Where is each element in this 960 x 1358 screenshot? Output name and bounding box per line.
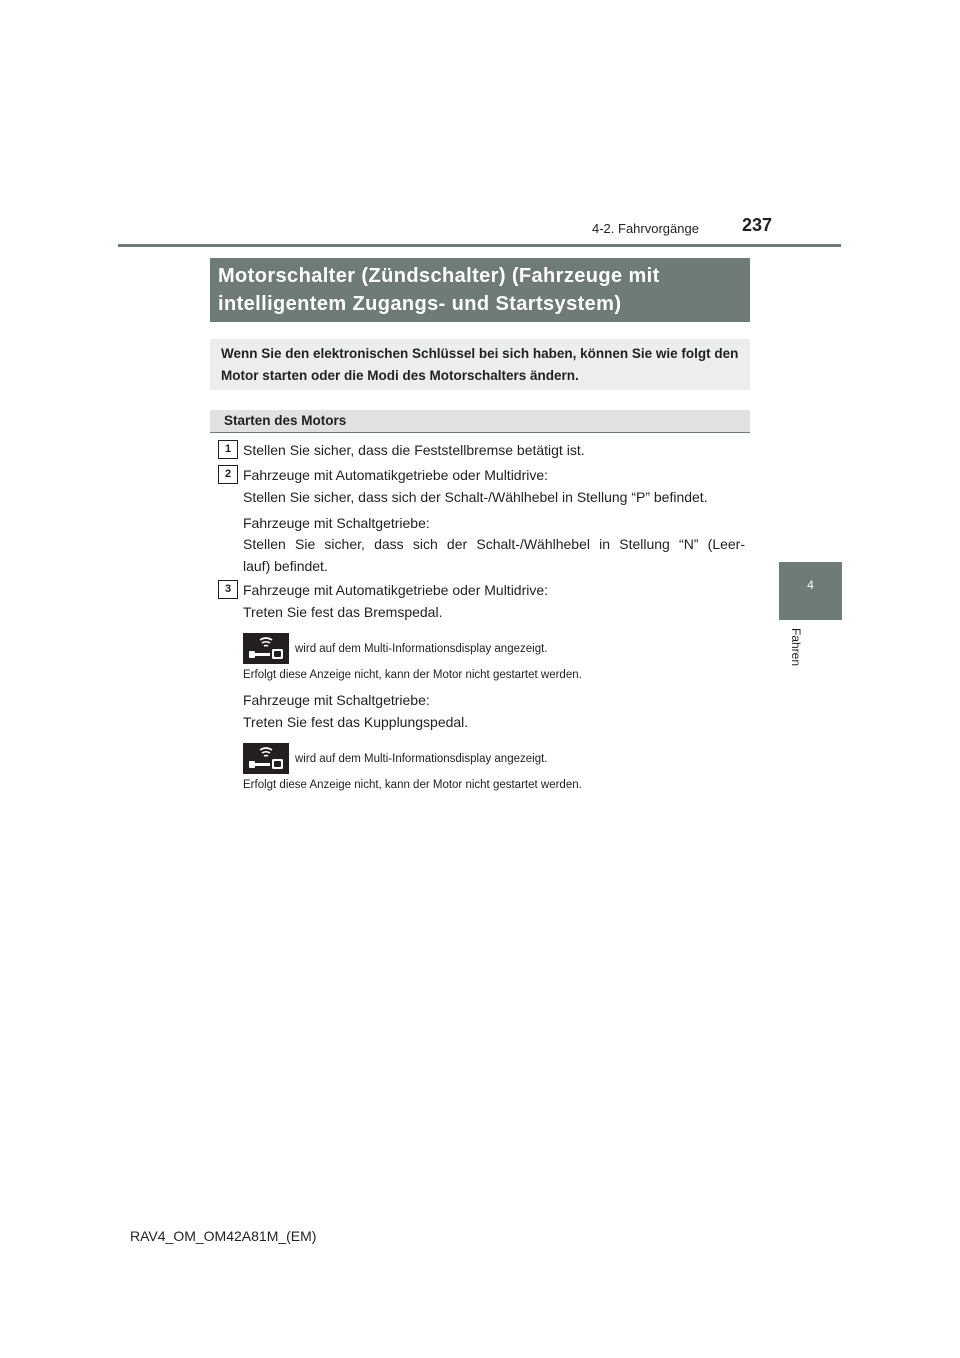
header-divider (118, 244, 841, 247)
note-2-text: wird auf dem Multi-Informationsdisplay angezeigt. (295, 753, 548, 765)
key-pedal-indicator-icon (243, 633, 289, 664)
footer-doc-code: RAV4_OM_OM42A81M_(EM) (130, 1228, 317, 1244)
step-3-line-4: Treten Sie fest das Kupplungspedal. (243, 714, 469, 730)
key-pedal-indicator-icon (243, 743, 289, 774)
chapter-number: 4 (807, 578, 814, 592)
section-title: Motorschalter (Zündschalter) (Fahrzeuge mit intelligentem Zugangs- und Startsystem) (218, 265, 660, 315)
subheading-bar (210, 410, 750, 433)
step-2-line-4: Stellen Sie sicher, dass sich der Schalt-/Wählhebel in Stellung “N” (Leer- (243, 536, 745, 552)
step-1-line-1: Stellen Sie sicher, dass die Feststellbremse betätigt ist. (243, 442, 585, 458)
step-number-3: 3 (218, 580, 238, 599)
step-number-2: 2 (218, 465, 238, 484)
section-title-box (210, 258, 750, 322)
note-1-followup: Erfolgt diese Anzeige nicht, kann der Motor nicht gestartet werden. (243, 669, 582, 681)
note-1-text: wird auf dem Multi-Informationsdisplay angezeigt. (295, 643, 548, 655)
step-3-line-2: Treten Sie fest das Bremspedal. (243, 604, 443, 620)
intro-box (210, 339, 750, 390)
chapter-tab (779, 562, 842, 620)
intro-text: Wenn Sie den elektronischen Schlüssel bei sich haben, können Sie wie folgt den Motor starten oder die Modi des Motorschalters ändern. (221, 346, 739, 383)
step-2-line-1: Fahrzeuge mit Automatikgetriebe oder Multidrive: (243, 467, 549, 483)
step-2-line-2: Stellen Sie sicher, dass sich der Schalt-/Wählhebel in Stellung “P” befindet. (243, 489, 708, 505)
chapter-label: Fahren (789, 628, 803, 667)
note-2-followup: Erfolgt diese Anzeige nicht, kann der Motor nicht gestartet werden. (243, 779, 582, 791)
subheading: Starten des Motors (224, 413, 347, 428)
section-reference: 4-2. Fahrvorgänge (592, 221, 699, 236)
step-3-line-3: Fahrzeuge mit Schaltgetriebe: (243, 692, 430, 708)
step-3-line-1: Fahrzeuge mit Automatikgetriebe oder Multidrive: (243, 582, 549, 598)
step-2-line-3: Fahrzeuge mit Schaltgetriebe: (243, 515, 430, 531)
step-2-line-5: lauf) befindet. (243, 558, 328, 574)
step-number-1: 1 (218, 440, 238, 459)
page-number: 237 (742, 215, 773, 235)
